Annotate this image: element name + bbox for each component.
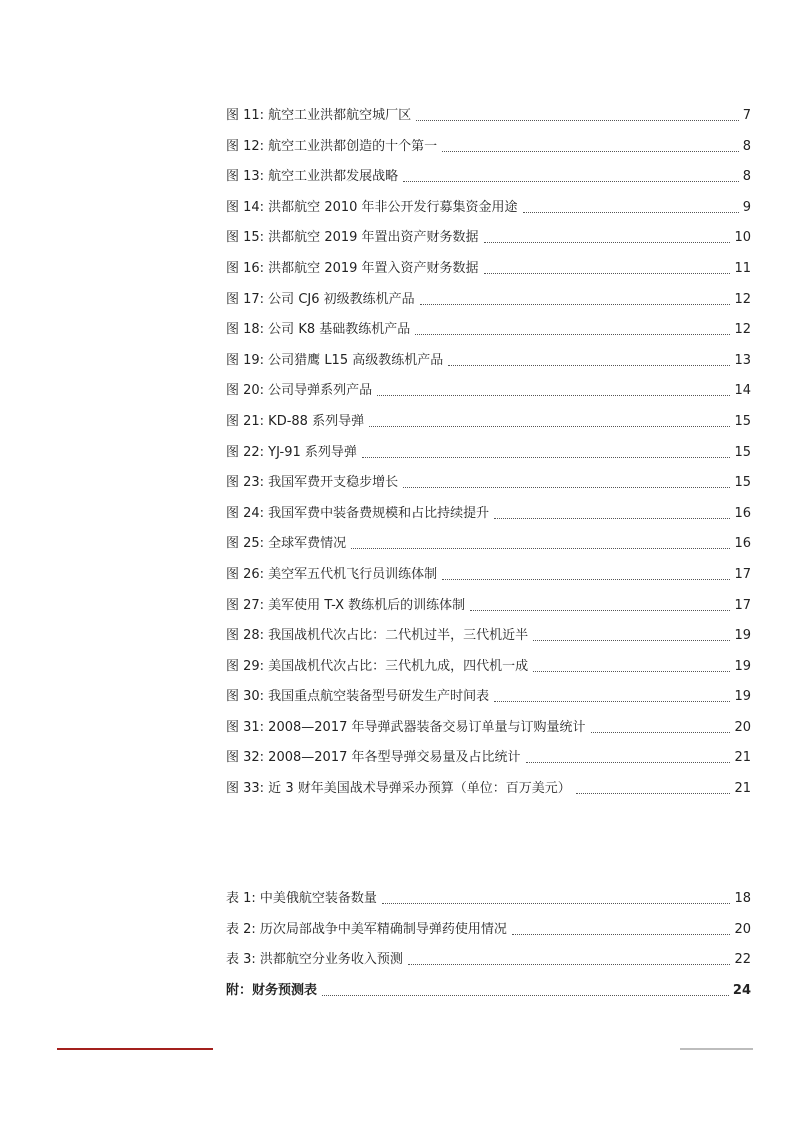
figure-entry-label: 图 25: 全球军费情况 [226,536,347,552]
figure-entry-label: 图 18: 公司 K8 基础教练机产品 [226,322,411,338]
figure-entry[interactable] [226,719,751,750]
figure-entry-label: 图 16: 洪都航空 2019 年置入资产财务数据 [226,260,479,276]
figure-entry-page-number: 17 [734,566,751,582]
figure-entry[interactable] [226,688,751,719]
table-entry-label: 表 1: 中美俄航空装备数量 [226,891,377,906]
figure-entry-page-number: 13 [734,352,751,368]
dot-leader [442,566,730,580]
figure-entry-label: 图 12: 航空工业洪都创造的十个第一 [226,138,438,154]
figure-entry[interactable] [226,229,751,260]
figure-entry[interactable] [226,474,751,505]
dot-leader [512,921,731,935]
dot-leader [533,627,730,641]
figure-entry[interactable] [226,138,751,169]
figure-entry[interactable] [226,597,751,628]
figure-entry-label: 图 11: 航空工业洪都航空城厂区 [226,108,412,123]
dot-leader [415,321,730,335]
table-entry[interactable] [226,921,751,952]
figure-entry[interactable] [226,658,751,689]
dot-leader [408,951,731,965]
figure-entry[interactable] [226,291,751,322]
figure-entry-page-number: 12 [734,322,751,338]
figure-entry[interactable] [226,627,751,658]
table-entry[interactable] [226,951,751,982]
figure-entry-label: 图 20: 公司导弹系列产品 [226,383,373,399]
dot-leader [382,890,731,904]
footer-gray-rule [680,1048,753,1050]
table-entry-label: 表 3: 洪都航空分业务收入预测 [226,952,403,967]
figure-entry-label: 图 32: 2008—2017 年各型导弹交易量及占比统计 [226,750,521,766]
figure-entry-label: 图 26: 美空军五代机飞行员训练体制 [226,566,438,582]
figure-entry-page-number: 19 [734,658,751,674]
table-entry-page-number: 20 [734,921,751,937]
figure-entry-label: 图 22: YJ-91 系列导弹 [226,444,357,460]
figure-entry-page-number: 8 [742,138,751,154]
figure-entry-label: 图 14: 洪都航空 2010 年非公开发行募集资金用途 [226,199,518,215]
figure-entry[interactable] [226,444,751,475]
figure-entry-page-number: 10 [734,230,751,246]
figure-entry-page-number: 17 [734,597,751,613]
figure-entry-label: 图 29: 美国战机代次占比：三代机九成，四代机一成 [226,658,529,674]
figure-entry-label: 图 13: 航空工业洪都发展战略 [226,169,399,185]
dot-leader [484,260,731,274]
figure-entry-label: 图 31: 2008—2017 年导弹武器装备交易订单量与订购量统计 [226,719,586,735]
dot-leader [420,291,731,305]
figure-entry[interactable] [226,321,751,352]
dot-leader [377,382,730,396]
figure-entry-page-number: 16 [734,505,751,521]
figure-entry-page-number: 9 [742,199,751,215]
figure-entry-page-number: 15 [734,413,751,429]
figure-entry-label: 图 21: KD-88 系列导弹 [226,413,365,429]
figure-entry[interactable] [226,352,751,383]
dot-leader [351,535,730,549]
figure-entry[interactable] [226,413,751,444]
figure-entry-page-number: 11 [734,260,751,276]
figure-entry-label: 图 19: 公司猎鹰 L15 高级教练机产品 [226,352,444,368]
footer-red-rule [57,1048,213,1050]
figure-entry-label: 图 15: 洪都航空 2019 年置出资产财务数据 [226,230,479,246]
table-entry[interactable] [226,890,751,921]
dot-leader [576,780,731,794]
dot-leader [591,719,731,733]
dot-leader [523,199,739,213]
figure-entry-page-number: 15 [734,444,751,460]
figure-entry-label: 图 23: 我国军费开支稳步增长 [226,475,399,491]
figure-entry-page-number: 14 [734,383,751,399]
dot-leader [362,444,731,458]
figure-entry-page-number: 20 [734,719,751,735]
figure-entry-page-number: 7 [742,108,751,123]
dot-leader [442,138,739,152]
figure-entry[interactable] [226,566,751,597]
table-list [226,890,751,1012]
figure-entry-page-number: 12 [734,291,751,307]
dot-leader [322,982,729,996]
figure-entry-page-number: 19 [734,689,751,705]
figure-entry-page-number: 21 [734,750,751,766]
figure-entry-page-number: 16 [734,536,751,552]
figure-entry-label: 图 24: 我国军费中装备费规模和占比持续提升 [226,505,490,521]
figure-entry-label: 图 28: 我国战机代次占比：二代机过半，三代机近半 [226,628,529,644]
figure-entry[interactable] [226,168,751,199]
table-entry[interactable] [226,982,751,1013]
dot-leader [448,352,730,366]
figure-entry-label: 图 27: 美军使用 T-X 教练机后的训练体制 [226,597,466,613]
table-entry-page-number: 18 [734,891,751,906]
dot-leader [403,168,739,182]
figure-entry[interactable] [226,199,751,230]
dot-leader [533,658,730,672]
figure-entry-page-number: 15 [734,475,751,491]
figure-entry[interactable] [226,107,751,138]
figure-entry-page-number: 19 [734,628,751,644]
figure-entry-label: 图 17: 公司 CJ6 初级教练机产品 [226,291,415,307]
figure-entry-label: 图 33: 近 3 财年美国战术导弹采办预算（单位：百万美元） [226,781,571,797]
table-entry-label: 附：财务预测表 [226,982,318,998]
figure-entry[interactable] [226,505,751,536]
dot-leader [416,107,739,121]
figure-entry[interactable] [226,260,751,291]
figure-entry[interactable] [226,749,751,780]
dot-leader [470,597,730,611]
figure-entry-label: 图 30: 我国重点航空装备型号研发生产时间表 [226,689,490,705]
dot-leader [494,688,730,702]
figure-entry[interactable] [226,535,751,566]
dot-leader [526,749,731,763]
figure-entry-page-number: 21 [734,781,751,797]
dot-leader [403,474,730,488]
table-entry-label: 表 2: 历次局部战争中美军精确制导弹药使用情况 [226,921,507,937]
figure-entry-page-number: 8 [742,169,751,185]
figure-list [226,107,751,811]
figure-entry[interactable] [226,382,751,413]
table-entry-page-number: 24 [732,982,751,998]
dot-leader [369,413,730,427]
dot-leader [494,505,730,519]
table-entry-page-number: 22 [734,952,751,967]
dot-leader [484,229,731,243]
figure-entry[interactable] [226,780,751,811]
